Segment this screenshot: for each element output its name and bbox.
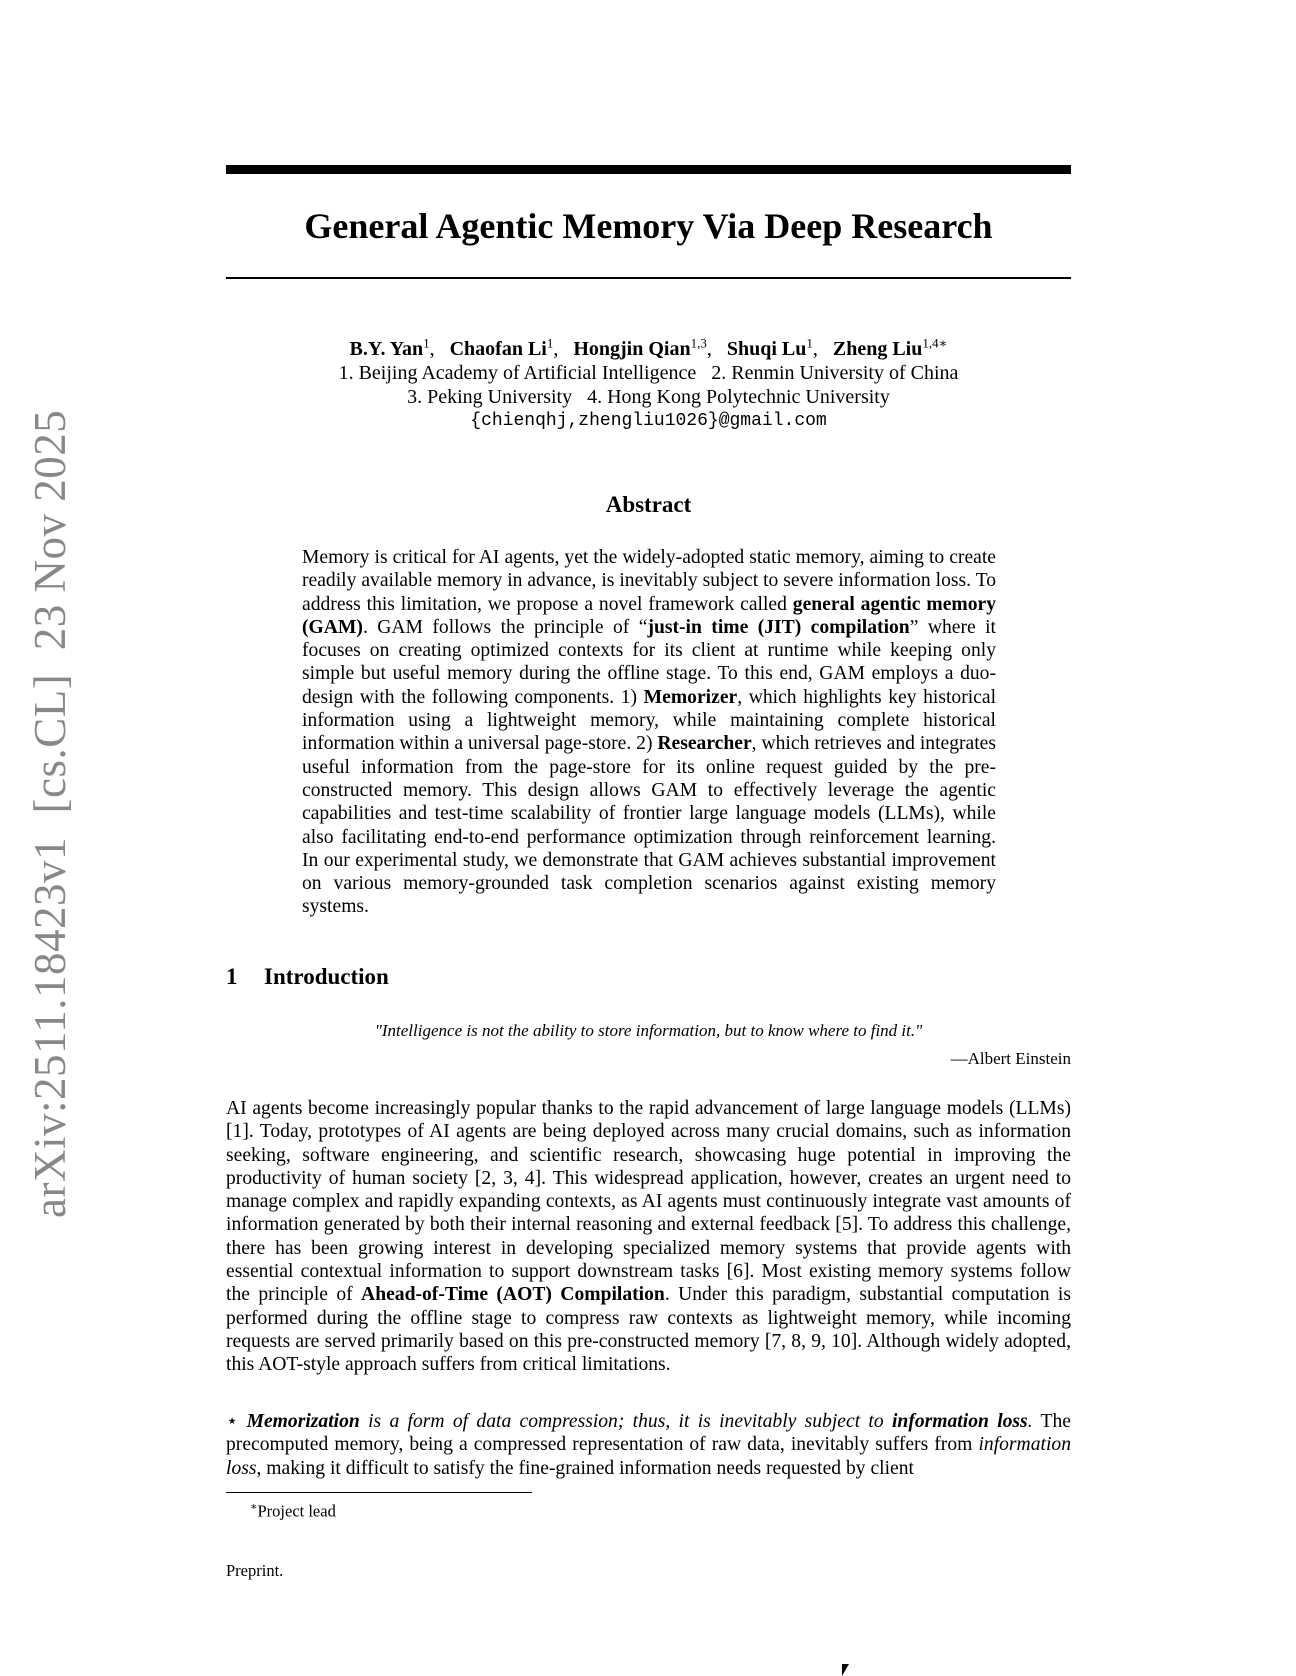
author-name: Zheng Liu — [832, 338, 923, 360]
abstract-bold-term: Memorizer — [643, 686, 738, 708]
intro-bold-term: Ahead-of-Time (AOT) Compilation — [361, 1284, 665, 1306]
author-name: Hongjin Qian — [573, 338, 691, 360]
author-names: B.Y. Yan$^1$, Chaofan Li$^1$, Hongjin Qian$^{1,3}$, Shuqi Lu$^1$, Zheng Liu$^{1,4∗}$ — [349, 335, 948, 360]
contact-email: {chienqhj,zhengliu1026}@gmail.com — [470, 411, 827, 431]
epigraph-attribution: —Albert Einstein — [950, 1049, 1071, 1068]
intro-text-run: . Under this paradigm, substantial computation is performed during the offline stage to compress raw contexts as lightweight memory, while incoming requests are served primarily based on this pre-constructed memory [7, 8, 9, 10]. Although widely adopted, this AOT-style approach suffers from critical limitations. — [226, 1284, 1071, 1376]
limitation-italic-run: is a form of data compression; thus, it is inevitably subject to — [359, 1411, 892, 1432]
author-block — [226, 337, 1071, 433]
abstract-bold-term: general agentic memory (GAM) — [302, 593, 996, 638]
title-bottom-rule — [226, 277, 1071, 279]
intro-text-run: AI agents become increasingly popular thanks to the rapid advancement of large language models (LLMs) [1]. Today, prototypes of AI agents are being deployed across many crucial domains, such as information seeking, software engineering, and scientific research, showcasing huge potential in improving the productivity of human society [2, 3, 4]. This widespread application, however, creates an urgent need to manage complex and rapidly expanding contexts, as AI agents must continuously integrate vast amounts of information generated by both their internal reasoning and external feedback [5]. To address this challenge, there has been growing interest in developing specialized memory systems that provide agents with essential contextual information to support downstream tasks [6]. Most existing memory systems follow the principle of — [226, 1098, 1071, 1306]
author-name: B.Y. Yan — [349, 338, 424, 360]
author-name: Chaofan Li — [449, 338, 547, 360]
limitation-italic-run: . — [1027, 1411, 1033, 1432]
abstract-text-run: Memory is critical for AI agents, yet the widely-adopted static memory, aiming to create readily available memory in advance, is inevitably subject to severe information loss. To address this limitation, we propose a novel framework called — [302, 547, 996, 615]
star-bullet: ⋆ — [226, 1411, 239, 1432]
limitation-text-run: , making it difficult to satisfy the fine-grained information needs requested by client — [256, 1457, 914, 1479]
footnote-text: Project lead — [257, 1501, 336, 1521]
limitation-bold-term: information loss — [891, 1411, 1028, 1432]
limitation-italic-run: information loss — [226, 1434, 1071, 1479]
abstract-bold-term: Researcher — [657, 733, 752, 755]
author-affiliation: 1,4∗ — [922, 335, 948, 351]
abstract-heading: Abstract — [605, 492, 692, 517]
author-name: Shuqi Lu — [726, 338, 807, 360]
footnote-mark: ∗ — [250, 1501, 258, 1513]
author-affiliation: 1 — [806, 335, 813, 351]
intro-paragraph — [226, 1097, 1071, 1377]
abstract-text-run: . GAM follows the principle of “ — [362, 616, 648, 638]
section-number: 1 — [226, 964, 238, 989]
paper-title: General Agentic Memory Via Deep Research — [304, 206, 993, 246]
limitation-paragraph — [226, 1410, 1071, 1480]
section-heading — [226, 962, 1071, 992]
author-affiliation: 1,3 — [690, 335, 707, 351]
section-title: Introduction — [264, 964, 389, 989]
footnote — [250, 1496, 336, 1523]
limitation-bold-term: Memorization — [246, 1411, 360, 1432]
footnote-rule — [226, 1492, 532, 1493]
abstract-text-run: , which retrieves and integrates useful information from the page-store for its online request guided by the pre-constructed memory. This design allows GAM to effectively leverage the agentic capabilities and test-time scalability of frontier large language models (LLMs), while also facilitating end-to-end performance optimization through reinforcement learning. In our experimental study, we demonstrate that GAM achieves substantial improvement on various memory-grounded task completion scenarios against existing memory systems. — [302, 733, 996, 918]
title-top-rule — [226, 165, 1071, 174]
author-affiliation: 1 — [546, 335, 554, 351]
abstract-bold-term: just-in time (JIT) compilation — [647, 616, 910, 638]
abstract-text-run: ” where it focuses on creating optimized contexts for its client at runtime while keeping only simple but useful memory during the offline stage. To this end, GAM employs a duo-design with the following components. 1) — [302, 616, 996, 708]
author-affiliation: 1 — [423, 335, 430, 351]
limitation-text-run: The precomputed memory, being a compressed representation of raw data, inevitably suffers from — [226, 1411, 1071, 1456]
mouse-pointer-icon — [842, 1664, 849, 1676]
affiliations-line-1: 1. Beijing Academy of Artificial Intelligence 2. Renmin University of China — [338, 362, 959, 384]
affiliations-line-2: 3. Peking University 4. Hong Kong Polytechnic University — [407, 386, 890, 408]
abstract-text — [302, 546, 996, 919]
abstract-text-run: , which highlights key historical information using a lightweight memory, while maintaining complete historical information within a universal page-store. 2) — [302, 686, 997, 755]
preprint-label: Preprint. — [226, 1561, 284, 1580]
arxiv-identifier-stamp: arXiv:2511.18423v1 [cs.CL] 23 Nov 2025 — [25, 409, 75, 1218]
epigraph-quote: "Intelligence is not the ability to store information, but to know where to find it." — [374, 1021, 923, 1040]
